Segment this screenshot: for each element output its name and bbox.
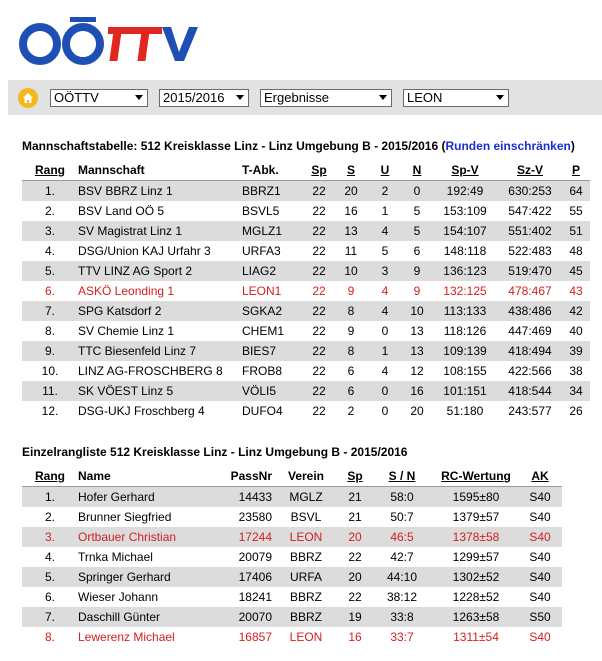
team-cell-sp-v: 109:139 xyxy=(432,341,498,361)
team-cell-mannschaft[interactable]: DSG/Union KAJ Urfahr 3 xyxy=(78,244,211,258)
season-select[interactable] xyxy=(159,89,249,107)
team-cell-n: 16 xyxy=(402,381,432,401)
team-cell-sp-v: 113:133 xyxy=(432,301,498,321)
player-cell-s-n: 42:7 xyxy=(390,550,414,564)
player-cell-rang: 8. xyxy=(44,630,55,644)
team-cell-sp-v: 118:126 xyxy=(443,324,487,338)
team-cell-t-abk: BSVL5 xyxy=(242,204,280,218)
team-cell-sz-v: 551:402 xyxy=(498,221,562,241)
player-cell-s-n: 38:12 xyxy=(386,590,418,604)
player-cell-rc-wertung: 1228±52 xyxy=(452,590,500,604)
player-cell-ak: S40 xyxy=(529,630,551,644)
view-select[interactable] xyxy=(260,89,392,107)
team-cell-u: 4 xyxy=(381,364,389,378)
team-cell-rang: 4. xyxy=(44,244,55,258)
player-cell-rc-wertung: 1263±58 xyxy=(434,607,518,627)
team-cell-s: 9 xyxy=(347,284,355,298)
team-cell-t-abk: URFA3 xyxy=(242,244,281,258)
player-cell-sp: 20 xyxy=(340,527,370,547)
col-rang[interactable]: Rang xyxy=(22,160,78,181)
team-cell-sp-v: 148:118 xyxy=(443,244,487,258)
association-select[interactable] xyxy=(50,89,148,107)
col-s[interactable]: S xyxy=(334,160,368,181)
col-sz-v[interactable]: Sz-V xyxy=(498,160,562,181)
team-row xyxy=(22,201,590,221)
team-cell-mannschaft[interactable]: SPG Katsdorf 2 xyxy=(78,301,242,321)
team-cell-n: 12 xyxy=(410,364,424,378)
team-row xyxy=(22,301,590,321)
team-cell-rang: 11. xyxy=(22,381,78,401)
team-cell-sz-v: 418:494 xyxy=(498,341,562,361)
player-cell-s-n: 58:0 xyxy=(370,487,434,508)
team-cell-rang: 12. xyxy=(41,404,59,418)
player-cell-rang: 5. xyxy=(22,567,78,587)
chevron-down-icon xyxy=(379,95,387,100)
player-cell-rang: 6. xyxy=(44,590,55,604)
col-verein: Verein xyxy=(272,466,340,487)
team-cell-sp-v: 136:123 xyxy=(432,261,498,281)
team-row xyxy=(22,321,590,341)
team-cell-sp: 22 xyxy=(312,244,326,258)
team-cell-rang: 8. xyxy=(44,324,55,338)
team-row xyxy=(22,241,590,261)
ooettv-logo[interactable] xyxy=(18,14,198,66)
team-cell-p: 40 xyxy=(569,324,583,338)
team-cell-sp: 22 xyxy=(304,221,334,241)
team-cell-mannschaft[interactable]: DSG-UKJ Froschberg 4 xyxy=(78,404,205,418)
team-row xyxy=(22,281,590,301)
player-row xyxy=(22,507,562,527)
col-passnr: PassNr xyxy=(218,466,272,487)
player-cell-passnr: 20079 xyxy=(238,550,272,564)
team-cell-mannschaft[interactable]: TTC Biesenfeld Linz 7 xyxy=(78,341,242,361)
team-cell-s: 2 xyxy=(347,404,355,418)
association-select-value: OÖTTV xyxy=(54,90,99,105)
team-cell-t-abk: FROB8 xyxy=(242,364,283,378)
col-sp-v[interactable]: Sp-V xyxy=(432,160,498,181)
team-cell-u: 0 xyxy=(381,324,389,338)
col-ak[interactable]: AK xyxy=(518,466,562,487)
team-cell-sz-v: 447:469 xyxy=(508,324,552,338)
team-cell-n: 5 xyxy=(402,221,432,241)
club-select-value: LEON xyxy=(407,90,443,105)
player-cell-passnr: 23580 xyxy=(238,510,272,524)
player-cell-ak: S50 xyxy=(518,607,562,627)
team-cell-sp-v: 101:151 xyxy=(432,381,498,401)
player-cell-ak: S40 xyxy=(529,590,551,604)
player-ranking-table xyxy=(22,466,562,647)
team-cell-sz-v: 418:544 xyxy=(498,381,562,401)
player-row xyxy=(22,487,562,508)
team-cell-rang: 5. xyxy=(22,261,78,281)
team-cell-t-abk: BIES7 xyxy=(242,341,304,361)
team-cell-mannschaft[interactable]: ASKÖ Leonding 1 xyxy=(78,284,175,298)
team-cell-mannschaft[interactable]: SV Magistrat Linz 1 xyxy=(78,221,242,241)
player-row xyxy=(22,607,562,627)
player-cell-verein: BBRZ xyxy=(289,550,322,564)
player-cell-ak: S40 xyxy=(529,510,551,524)
team-cell-u: 2 xyxy=(368,181,402,202)
team-cell-u: 4 xyxy=(381,284,389,298)
navigation-bar xyxy=(8,80,602,115)
col-sp[interactable]: Sp xyxy=(304,160,334,181)
team-cell-sp-v: 153:109 xyxy=(443,204,487,218)
player-cell-sp: 19 xyxy=(340,607,370,627)
player-cell-rc-wertung: 1595±80 xyxy=(434,487,518,508)
player-cell-name[interactable]: Lewerenz Michael xyxy=(78,630,175,644)
team-cell-sz-v: 519:470 xyxy=(498,261,562,281)
team-cell-sp: 22 xyxy=(312,324,326,338)
team-cell-n: 5 xyxy=(413,204,421,218)
team-cell-mannschaft[interactable]: BSV BBRZ Linz 1 xyxy=(78,181,242,202)
team-cell-sp: 22 xyxy=(312,204,326,218)
chevron-down-icon xyxy=(135,95,143,100)
chevron-down-icon xyxy=(236,95,244,100)
player-cell-name[interactable]: Hofer Gerhard xyxy=(78,487,218,508)
player-cell-rc-wertung: 1378±58 xyxy=(434,527,518,547)
player-cell-sp: 20 xyxy=(340,567,370,587)
team-cell-mannschaft[interactable]: LINZ AG-FROSCHBERG 8 xyxy=(78,364,223,378)
player-cell-passnr: 17244 xyxy=(218,527,272,547)
team-cell-u: 0 xyxy=(381,404,389,418)
team-cell-s: 11 xyxy=(344,244,358,258)
team-cell-sz-v: 243:577 xyxy=(508,404,552,418)
team-cell-u: 4 xyxy=(368,301,402,321)
team-row xyxy=(22,401,590,421)
team-cell-sp: 22 xyxy=(304,341,334,361)
player-cell-passnr: 18241 xyxy=(238,590,272,604)
player-cell-name[interactable]: Wieser Johann xyxy=(78,590,159,604)
player-cell-ak: S40 xyxy=(518,527,562,547)
team-cell-sp: 22 xyxy=(304,381,334,401)
team-cell-sp: 22 xyxy=(304,261,334,281)
player-cell-name[interactable]: Daschill Günter xyxy=(78,607,218,627)
team-table-title xyxy=(22,139,575,153)
team-cell-sp-v: 51:180 xyxy=(446,404,484,418)
col-rang[interactable]: Rang xyxy=(22,466,78,487)
player-row xyxy=(22,527,562,547)
player-cell-rc-wertung: 1379±57 xyxy=(452,510,500,524)
team-cell-rang: 3. xyxy=(22,221,78,241)
player-cell-ak: S40 xyxy=(529,550,551,564)
player-cell-name[interactable]: Trnka Michael xyxy=(78,550,153,564)
team-cell-rang: 2. xyxy=(44,204,55,218)
player-row xyxy=(22,587,562,607)
team-cell-mannschaft[interactable]: BSV Land OÖ 5 xyxy=(78,204,165,218)
team-cell-u: 5 xyxy=(381,244,389,258)
team-row xyxy=(22,261,590,281)
player-cell-s-n: 46:5 xyxy=(370,527,434,547)
restrict-rounds-link[interactable]: Runden einschränken xyxy=(445,139,571,153)
team-cell-rang: 9. xyxy=(22,341,78,361)
team-standings-table xyxy=(22,160,590,421)
team-cell-p: 64 xyxy=(562,181,590,202)
team-cell-u: 3 xyxy=(368,261,402,281)
season-select-value: 2015/2016 xyxy=(163,90,225,105)
team-cell-rang: 1. xyxy=(22,181,78,202)
team-cell-t-abk: SGKA2 xyxy=(242,301,304,321)
player-cell-sp: 22 xyxy=(348,590,362,604)
col-rc-wertung[interactable]: RC-Wertung xyxy=(434,466,518,487)
player-cell-s-n: 33:7 xyxy=(390,630,414,644)
player-cell-verein: LEON xyxy=(272,527,340,547)
view-select-value: Ergebnisse xyxy=(264,90,330,105)
team-cell-mannschaft[interactable]: SK VÖEST Linz 5 xyxy=(78,381,242,401)
team-cell-rang: 6. xyxy=(44,284,55,298)
team-row xyxy=(22,221,590,241)
team-cell-p: 38 xyxy=(569,364,583,378)
player-cell-rang: 2. xyxy=(44,510,55,524)
team-cell-s: 20 xyxy=(334,181,368,202)
player-cell-verein: URFA xyxy=(272,567,340,587)
player-cell-ak: S40 xyxy=(518,567,562,587)
player-cell-rang: 1. xyxy=(22,487,78,508)
player-cell-passnr: 14433 xyxy=(218,487,272,508)
player-cell-verein: BBRZ xyxy=(289,590,322,604)
player-cell-rc-wertung: 1299±57 xyxy=(452,550,500,564)
player-cell-sp: 21 xyxy=(348,510,362,524)
col-mannschaft: Mannschaft xyxy=(78,160,242,181)
player-row xyxy=(22,547,562,567)
team-cell-n: 9 xyxy=(402,261,432,281)
player-cell-ak: S40 xyxy=(518,487,562,508)
player-cell-name[interactable]: Springer Gerhard xyxy=(78,567,218,587)
col-t-abk: T-Abk. xyxy=(242,160,304,181)
player-cell-s-n: 44:10 xyxy=(370,567,434,587)
player-cell-rc-wertung: 1311±54 xyxy=(453,630,499,644)
player-cell-verein: BSVL xyxy=(290,510,322,524)
team-cell-sp-v: 108:155 xyxy=(443,364,487,378)
player-cell-sp: 22 xyxy=(348,550,362,564)
player-row xyxy=(22,627,562,647)
team-cell-sz-v: 547:422 xyxy=(508,204,552,218)
player-cell-passnr: 20070 xyxy=(218,607,272,627)
team-cell-p: 55 xyxy=(569,204,583,218)
team-row xyxy=(22,181,590,202)
player-cell-rang: 3. xyxy=(22,527,78,547)
home-icon xyxy=(22,92,34,104)
team-table-title-text: Mannschaftstabelle: 512 Kreisklasse Linz - Linz Umgebung B - 2015/2016 xyxy=(22,139,439,153)
team-cell-s: 6 xyxy=(334,381,368,401)
team-cell-u: 4 xyxy=(368,221,402,241)
team-cell-t-abk: LEON1 xyxy=(242,284,282,298)
team-cell-s: 10 xyxy=(334,261,368,281)
team-cell-mannschaft[interactable]: SV Chemie Linz 1 xyxy=(78,324,175,338)
player-cell-s-n: 50:7 xyxy=(390,510,414,524)
club-select[interactable] xyxy=(403,89,509,107)
player-cell-verein: MGLZ xyxy=(272,487,340,508)
team-cell-u: 0 xyxy=(368,381,402,401)
player-table-header xyxy=(22,466,562,487)
player-cell-s-n: 33:8 xyxy=(370,607,434,627)
team-cell-p: 48 xyxy=(569,244,583,258)
team-cell-sp: 22 xyxy=(304,181,334,202)
team-cell-n: 13 xyxy=(402,341,432,361)
link-paren-close: ) xyxy=(570,139,575,153)
team-cell-sp: 22 xyxy=(304,301,334,321)
team-cell-n: 6 xyxy=(413,244,421,258)
team-cell-p: 45 xyxy=(562,261,590,281)
team-cell-t-abk: MGLZ1 xyxy=(242,221,304,241)
team-cell-u: 1 xyxy=(381,204,389,218)
chevron-down-icon xyxy=(496,95,504,100)
player-cell-name[interactable]: Brunner Siegfried xyxy=(78,510,172,524)
team-cell-sp: 22 xyxy=(312,284,326,298)
player-table-title: Einzelrangliste 512 Kreisklasse Linz - Linz Umgebung B - 2015/2016 xyxy=(22,445,408,459)
team-cell-sz-v: 438:486 xyxy=(498,301,562,321)
team-cell-n: 0 xyxy=(402,181,432,202)
team-cell-p: 51 xyxy=(562,221,590,241)
team-cell-t-abk: CHEM1 xyxy=(242,324,285,338)
player-row xyxy=(22,567,562,587)
player-cell-rc-wertung: 1302±52 xyxy=(434,567,518,587)
team-cell-p: 43 xyxy=(569,284,583,298)
player-cell-name[interactable]: Ortbauer Christian xyxy=(78,527,218,547)
team-cell-sp: 22 xyxy=(312,364,326,378)
team-cell-t-abk: DUFO4 xyxy=(242,404,283,418)
team-cell-t-abk: VÖLI5 xyxy=(242,381,304,401)
team-cell-p: 34 xyxy=(562,381,590,401)
team-cell-sz-v: 630:253 xyxy=(498,181,562,202)
col-p[interactable]: P xyxy=(562,160,590,181)
player-cell-rang: 4. xyxy=(44,550,55,564)
col-sp[interactable]: Sp xyxy=(340,466,370,487)
player-cell-sp: 21 xyxy=(340,487,370,508)
team-cell-sp-v: 132:125 xyxy=(443,284,487,298)
team-cell-rang: 7. xyxy=(22,301,78,321)
team-cell-sp-v: 154:107 xyxy=(432,221,498,241)
team-cell-s: 16 xyxy=(344,204,358,218)
team-cell-t-abk: BBRZ1 xyxy=(242,181,304,202)
player-cell-verein: LEON xyxy=(289,630,323,644)
player-cell-passnr: 16857 xyxy=(238,630,272,644)
team-cell-n: 10 xyxy=(402,301,432,321)
team-row xyxy=(22,381,590,401)
team-cell-n: 13 xyxy=(410,324,424,338)
team-cell-sp: 22 xyxy=(312,404,326,418)
home-button[interactable] xyxy=(18,88,38,108)
team-cell-s: 8 xyxy=(334,341,368,361)
team-cell-sz-v: 522:483 xyxy=(508,244,552,258)
team-cell-u: 1 xyxy=(368,341,402,361)
team-row xyxy=(22,341,590,361)
col-s-n[interactable]: S / N xyxy=(370,466,434,487)
team-cell-p: 26 xyxy=(569,404,583,418)
team-cell-rang: 10. xyxy=(41,364,59,378)
team-cell-p: 42 xyxy=(562,301,590,321)
col-n[interactable]: N xyxy=(402,160,432,181)
team-cell-s: 6 xyxy=(347,364,355,378)
team-cell-sz-v: 478:467 xyxy=(508,284,552,298)
player-cell-rang: 7. xyxy=(22,607,78,627)
team-cell-n: 9 xyxy=(413,284,421,298)
player-cell-sp: 16 xyxy=(348,630,362,644)
team-cell-mannschaft[interactable]: TTV LINZ AG Sport 2 xyxy=(78,261,242,281)
team-cell-t-abk: LIAG2 xyxy=(242,261,304,281)
player-cell-passnr: 17406 xyxy=(218,567,272,587)
team-cell-sp-v: 192:49 xyxy=(432,181,498,202)
team-cell-sz-v: 422:566 xyxy=(508,364,552,378)
team-cell-n: 20 xyxy=(410,404,424,418)
col-u[interactable]: U xyxy=(368,160,402,181)
team-table-header xyxy=(22,160,590,181)
team-cell-s: 13 xyxy=(334,221,368,241)
player-cell-verein: BBRZ xyxy=(272,607,340,627)
team-cell-s: 8 xyxy=(334,301,368,321)
team-cell-s: 9 xyxy=(347,324,355,338)
team-cell-p: 39 xyxy=(562,341,590,361)
team-row xyxy=(22,361,590,381)
link-paren-open: ( xyxy=(441,139,446,153)
col-name: Name xyxy=(78,466,218,487)
